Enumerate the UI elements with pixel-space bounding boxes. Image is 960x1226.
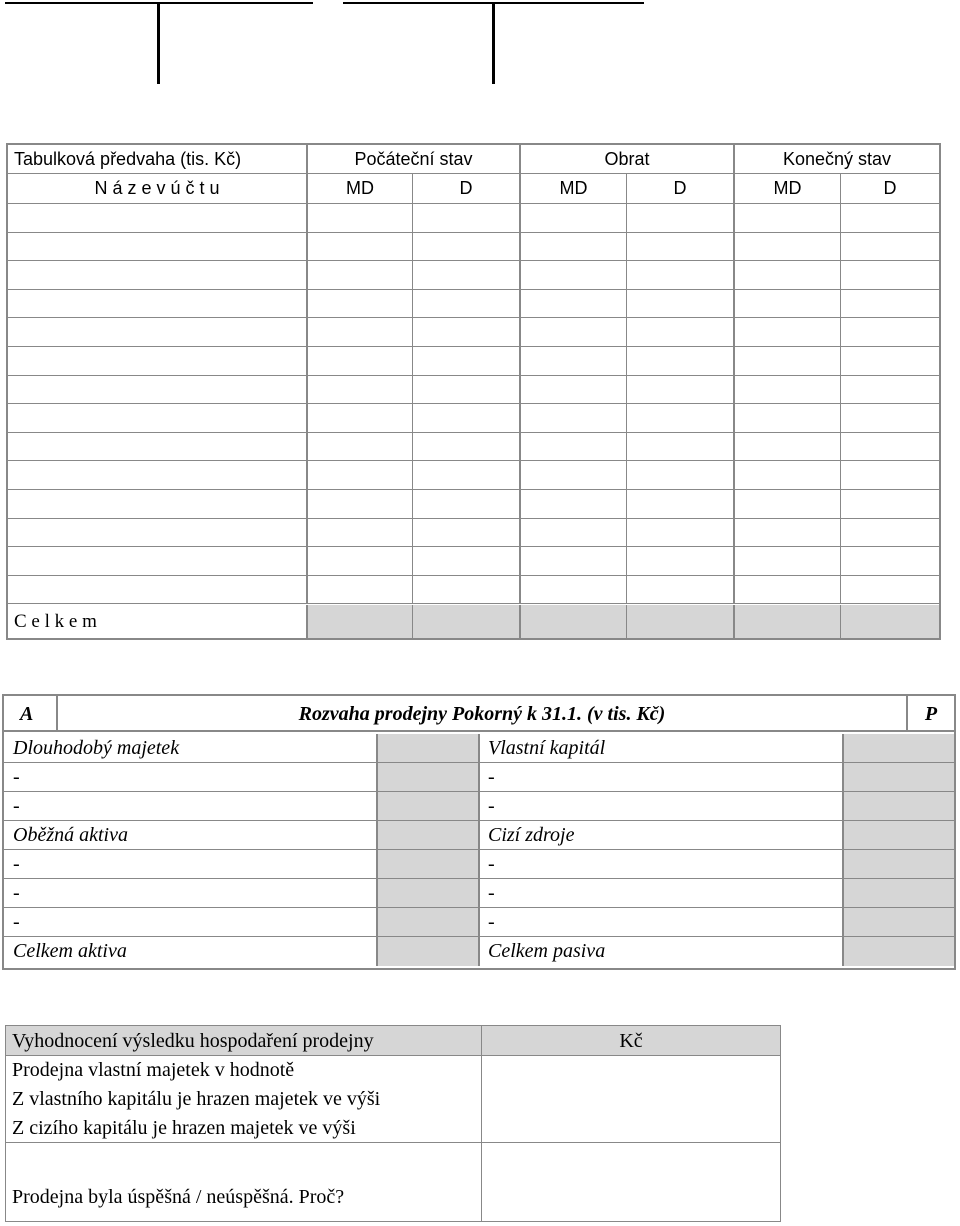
amount-cell[interactable] — [306, 461, 412, 489]
conclusion-row — [6, 1143, 780, 1221]
evaluation-row — [6, 1056, 780, 1085]
account-name-header: N á z e v ú č t u — [94, 178, 220, 198]
liability-value-cell[interactable] — [842, 850, 954, 878]
asset-value-cell[interactable] — [376, 908, 480, 936]
amount-cell[interactable] — [626, 576, 733, 604]
amount-cell[interactable] — [840, 519, 939, 547]
liability-label: Celkem pasiva — [488, 940, 606, 962]
balance-sheet-row — [4, 937, 954, 966]
account-name-cell[interactable] — [8, 347, 306, 375]
amount-cell[interactable] — [519, 547, 626, 575]
account-row — [8, 433, 939, 462]
amount-cell[interactable] — [840, 404, 939, 432]
evaluation-row — [6, 1114, 780, 1143]
amount-cell[interactable] — [626, 290, 733, 318]
conclusion-text: Prodejna byla úspěšná / neúspěšná. Proč? — [12, 1186, 345, 1208]
amount-cell[interactable] — [306, 261, 412, 289]
liability-label: Vlastní kapitál — [488, 737, 606, 759]
asset-value-cell[interactable] — [376, 850, 480, 878]
amount-cell[interactable] — [306, 290, 412, 318]
account-row — [8, 404, 939, 433]
trial-balance-title: Tabulková předvaha (tis. Kč) — [14, 149, 242, 169]
account-name-cell[interactable] — [8, 519, 306, 547]
liability-value-cell[interactable] — [842, 763, 954, 791]
amount-cell[interactable] — [840, 576, 939, 604]
balance-sheet-row — [4, 850, 954, 879]
account-row — [8, 519, 939, 548]
total-cell[interactable] — [840, 605, 939, 638]
amount-cell[interactable] — [626, 347, 733, 375]
amount-cell[interactable] — [306, 404, 412, 432]
asset-label: Oběžná aktiva — [13, 824, 128, 846]
amount-cell[interactable] — [626, 519, 733, 547]
evaluation-value-cell[interactable] — [481, 1114, 780, 1142]
evaluation-label: Z vlastního kapitálu je hrazen majetek ve výši — [12, 1088, 381, 1110]
amount-cell[interactable] — [840, 376, 939, 404]
account-name-header-cell — [8, 174, 306, 203]
amount-cell[interactable] — [840, 490, 939, 518]
asset-label: Celkem aktiva — [13, 940, 127, 962]
amount-cell[interactable] — [412, 376, 519, 404]
amount-cell[interactable] — [519, 519, 626, 547]
account-row — [8, 233, 939, 262]
amount-cell[interactable] — [519, 290, 626, 318]
subheader-md: MD — [519, 174, 626, 203]
account-row — [8, 261, 939, 290]
liability-value-cell[interactable] — [842, 908, 954, 936]
balance-sheet-row — [4, 908, 954, 937]
liability-value-cell[interactable] — [842, 879, 954, 907]
account-name-cell[interactable] — [8, 376, 306, 404]
total-cell[interactable] — [306, 605, 412, 638]
amount-cell[interactable] — [840, 461, 939, 489]
evaluation-row — [6, 1085, 780, 1114]
amount-cell[interactable] — [519, 433, 626, 461]
account-row — [8, 490, 939, 519]
asset-label: - — [13, 911, 20, 933]
amount-cell[interactable] — [733, 404, 840, 432]
amount-cell[interactable] — [626, 376, 733, 404]
amount-cell[interactable] — [519, 318, 626, 346]
asset-value-cell[interactable] — [376, 937, 480, 966]
amount-cell[interactable] — [306, 233, 412, 261]
amount-cell[interactable] — [626, 490, 733, 518]
asset-label: - — [13, 853, 20, 875]
amount-cell[interactable] — [840, 347, 939, 375]
trial-balance-header-row — [8, 145, 939, 174]
account-name-cell[interactable] — [8, 290, 306, 318]
amount-cell[interactable] — [519, 461, 626, 489]
evaluation-value-cell[interactable] — [481, 1056, 780, 1085]
amount-cell[interactable] — [733, 318, 840, 346]
amount-cell[interactable] — [840, 318, 939, 346]
trial-balance-title-cell — [8, 145, 306, 173]
account-row — [8, 318, 939, 347]
asset-label: - — [13, 766, 20, 788]
amount-cell[interactable] — [412, 404, 519, 432]
asset-label: Dlouhodobý majetek — [13, 737, 180, 759]
amount-cell[interactable] — [733, 290, 840, 318]
liabilities-marker-cell — [906, 696, 954, 730]
account-row — [8, 461, 939, 490]
amount-cell[interactable] — [412, 204, 519, 232]
amount-cell[interactable] — [412, 461, 519, 489]
account-name-cell[interactable] — [8, 318, 306, 346]
amount-cell[interactable] — [733, 433, 840, 461]
asset-value-cell[interactable] — [376, 879, 480, 907]
amount-cell[interactable] — [412, 490, 519, 518]
amount-cell[interactable] — [412, 261, 519, 289]
amount-cell[interactable] — [840, 261, 939, 289]
balance-sheet-table — [2, 694, 956, 970]
trial-balance-subheader-row — [8, 174, 939, 204]
account-name-cell[interactable] — [8, 433, 306, 461]
amount-cell[interactable] — [840, 233, 939, 261]
amount-cell[interactable] — [306, 547, 412, 575]
amount-cell[interactable] — [306, 576, 412, 604]
asset-value-cell[interactable] — [376, 792, 480, 820]
evaluation-table — [5, 1025, 781, 1222]
amount-cell[interactable] — [733, 347, 840, 375]
liability-value-cell[interactable] — [842, 734, 954, 762]
amount-cell[interactable] — [840, 204, 939, 232]
total-cell[interactable] — [412, 605, 519, 638]
account-name-cell[interactable] — [8, 490, 306, 518]
amount-cell[interactable] — [519, 204, 626, 232]
account-name-cell[interactable] — [8, 461, 306, 489]
asset-label: - — [13, 882, 20, 904]
account-name-cell[interactable] — [8, 404, 306, 432]
amount-cell[interactable] — [306, 376, 412, 404]
evaluation-label: Prodejna vlastní majetek v hodnotě — [12, 1059, 295, 1081]
group-header-initial: Počáteční stav — [306, 145, 519, 173]
liability-label: - — [488, 766, 495, 788]
account-name-cell[interactable] — [8, 261, 306, 289]
amount-cell[interactable] — [626, 204, 733, 232]
balance-sheet-row — [4, 879, 954, 908]
amount-cell[interactable] — [733, 376, 840, 404]
amount-cell[interactable] — [840, 433, 939, 461]
unit-cell — [481, 1026, 780, 1055]
amount-cell[interactable] — [626, 547, 733, 575]
account-name-cell[interactable] — [8, 547, 306, 575]
amount-cell[interactable] — [306, 347, 412, 375]
amount-cell[interactable] — [306, 519, 412, 547]
amount-cell[interactable] — [412, 233, 519, 261]
amount-cell[interactable] — [306, 318, 412, 346]
trial-balance-total-row — [8, 605, 939, 638]
amount-cell[interactable] — [733, 576, 840, 604]
evaluation-value-cell[interactable] — [481, 1085, 780, 1114]
balance-sheet-row — [4, 763, 954, 792]
amount-cell[interactable] — [626, 433, 733, 461]
evaluation-header-row — [6, 1026, 780, 1056]
amount-cell[interactable] — [733, 519, 840, 547]
amount-cell[interactable] — [306, 433, 412, 461]
subheader-d: D — [840, 174, 939, 203]
account-row — [8, 547, 939, 576]
amount-cell[interactable] — [412, 347, 519, 375]
balance-sheet-title: Rozvaha prodejny Pokorný k 31.1. (v tis. Kč) — [298, 703, 666, 725]
amount-cell[interactable] — [412, 576, 519, 604]
amount-cell[interactable] — [733, 261, 840, 289]
amount-cell[interactable] — [840, 547, 939, 575]
group-header-final: Konečný stav — [733, 145, 939, 173]
liability-label: - — [488, 853, 495, 875]
t-account-left-divider — [157, 2, 160, 84]
amount-cell[interactable] — [412, 519, 519, 547]
asset-value-cell[interactable] — [376, 734, 480, 762]
amount-cell[interactable] — [626, 233, 733, 261]
amount-cell[interactable] — [519, 404, 626, 432]
liability-value-cell[interactable] — [842, 821, 954, 849]
account-row — [8, 204, 939, 233]
subheader-d: D — [412, 174, 519, 203]
amount-cell[interactable] — [733, 547, 840, 575]
amount-cell[interactable] — [519, 261, 626, 289]
amount-cell[interactable] — [733, 233, 840, 261]
unit-label: Kč — [619, 1030, 643, 1052]
total-cell[interactable] — [626, 605, 733, 638]
subheader-md: MD — [733, 174, 840, 203]
liability-value-cell[interactable] — [842, 792, 954, 820]
amount-cell[interactable] — [306, 490, 412, 518]
balance-sheet-row — [4, 792, 954, 821]
amount-cell[interactable] — [519, 376, 626, 404]
amount-cell[interactable] — [626, 318, 733, 346]
account-row — [8, 376, 939, 405]
amount-cell[interactable] — [519, 233, 626, 261]
account-name-cell[interactable] — [8, 204, 306, 232]
amount-cell[interactable] — [519, 490, 626, 518]
asset-label: - — [13, 795, 20, 817]
group-header-turnover: Obrat — [519, 145, 733, 173]
amount-cell[interactable] — [733, 204, 840, 232]
t-account-right-divider — [492, 2, 495, 84]
balance-sheet-row — [4, 734, 954, 763]
amount-cell[interactable] — [412, 433, 519, 461]
amount-cell[interactable] — [840, 290, 939, 318]
subheader-md: MD — [306, 174, 412, 203]
amount-cell[interactable] — [412, 290, 519, 318]
total-label-cell — [8, 605, 306, 638]
asset-value-cell[interactable] — [376, 763, 480, 791]
trial-balance-table — [6, 143, 941, 640]
amount-cell[interactable] — [733, 461, 840, 489]
amount-cell[interactable] — [626, 261, 733, 289]
assets-marker-cell — [4, 696, 56, 730]
liability-label: Cizí zdroje — [488, 824, 575, 846]
liability-value-cell[interactable] — [842, 937, 954, 966]
account-row — [8, 290, 939, 319]
liability-label: - — [488, 911, 495, 933]
amount-cell[interactable] — [412, 547, 519, 575]
balance-sheet-header-row — [4, 696, 954, 732]
assets-marker: A — [20, 703, 34, 725]
evaluation-label: Z cizího kapitálu je hrazen majetek ve výši — [12, 1117, 356, 1139]
amount-cell[interactable] — [733, 490, 840, 518]
evaluation-header-cell — [6, 1026, 481, 1055]
liability-label: - — [488, 882, 495, 904]
amount-cell[interactable] — [519, 576, 626, 604]
amount-cell[interactable] — [519, 347, 626, 375]
amount-cell[interactable] — [626, 461, 733, 489]
subheader-d: D — [626, 174, 733, 203]
total-cell[interactable] — [733, 605, 840, 638]
liability-label: - — [488, 795, 495, 817]
total-label: C e l k e m — [14, 611, 97, 632]
evaluation-header: Vyhodnocení výsledku hospodaření prodejny — [12, 1030, 374, 1052]
conclusion-answer-cell[interactable] — [481, 1143, 780, 1221]
account-name-cell[interactable] — [8, 233, 306, 261]
liabilities-marker: P — [924, 703, 938, 725]
asset-value-cell[interactable] — [376, 821, 480, 849]
account-row — [8, 347, 939, 376]
balance-sheet-row — [4, 821, 954, 850]
account-row — [8, 576, 939, 605]
amount-cell[interactable] — [626, 404, 733, 432]
total-cell[interactable] — [519, 605, 626, 638]
amount-cell[interactable] — [306, 204, 412, 232]
balance-sheet-title-cell — [56, 696, 906, 730]
amount-cell[interactable] — [412, 318, 519, 346]
account-name-cell[interactable] — [8, 576, 306, 604]
